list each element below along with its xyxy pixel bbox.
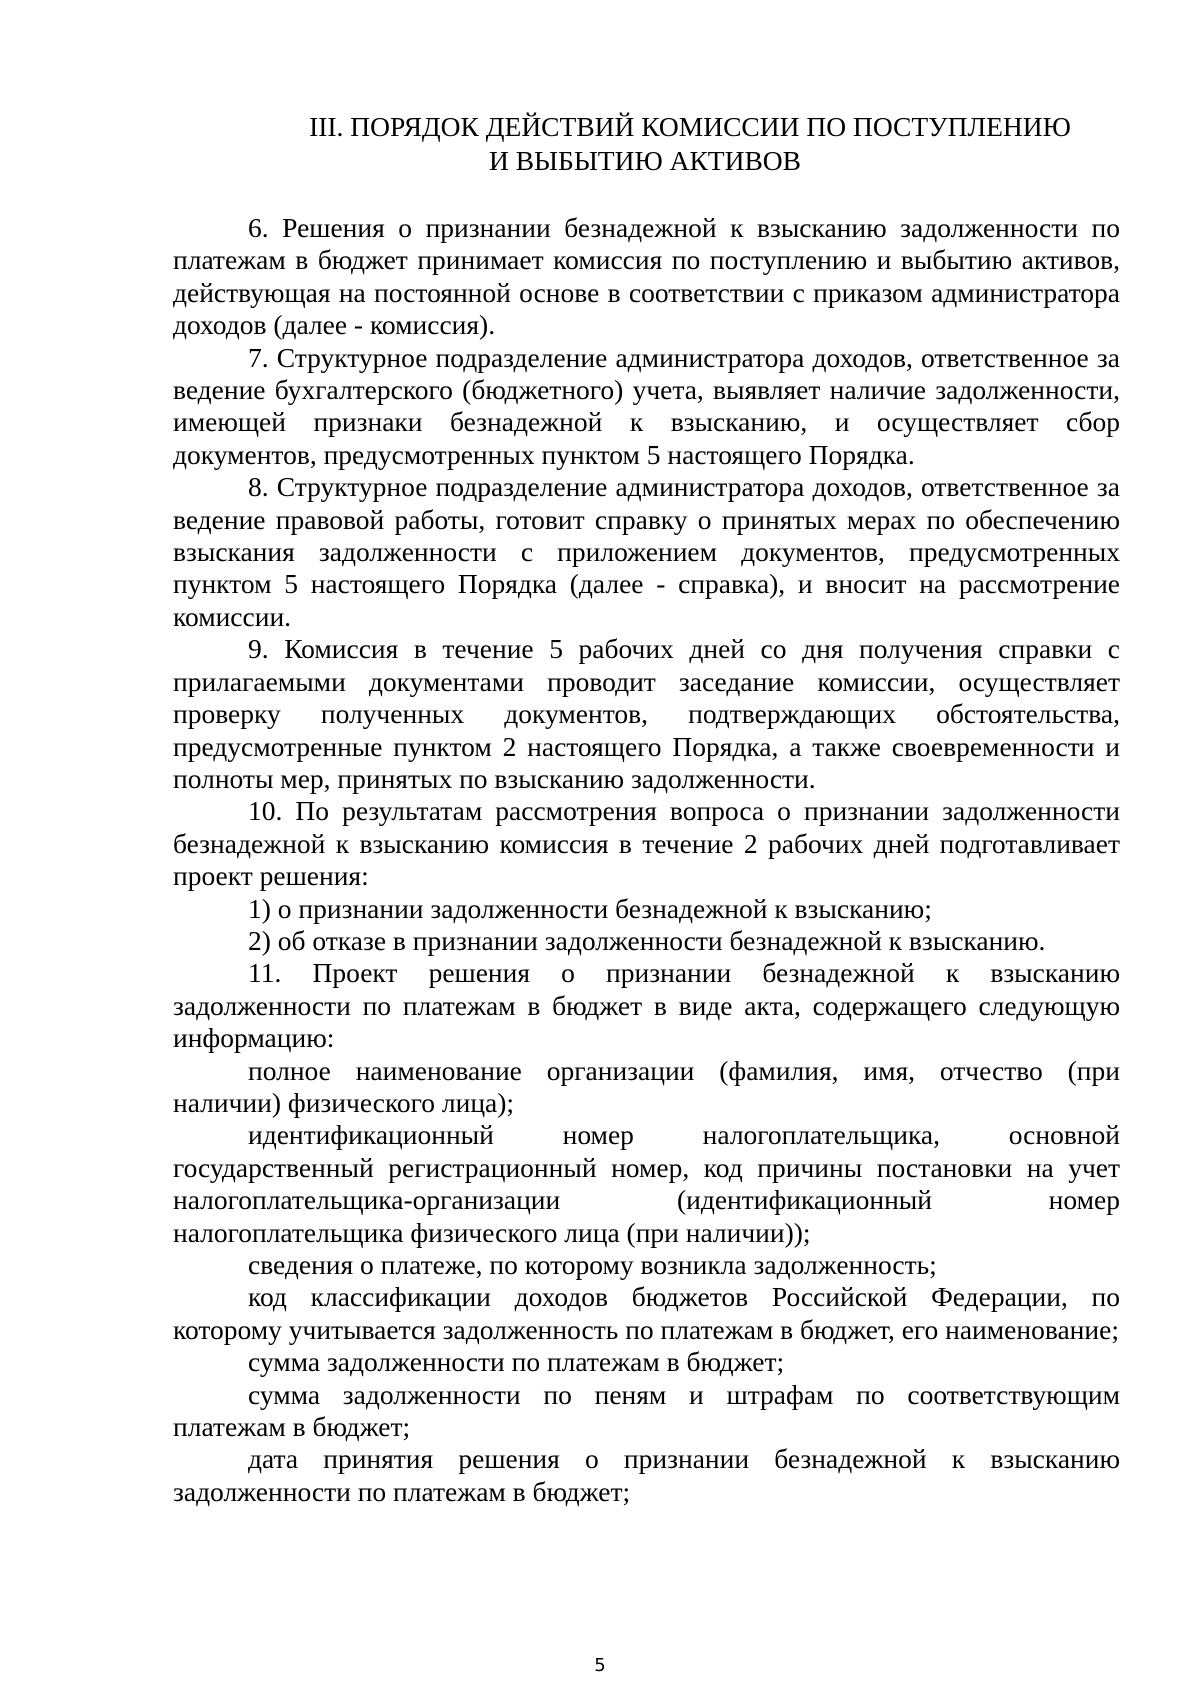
document-body <box>173 212 1120 1508</box>
paragraph-11: 11. Проект решения о признании безнадежной к взысканию задолженности по платежам в бюджет в виде акта, содержащего следующую информацию: <box>173 957 1120 1054</box>
section-heading <box>170 110 1120 178</box>
section-heading-line-1: III. ПОРЯДОК ДЕЙСТВИЙ КОМИССИИ ПО ПОСТУПЛЕНИЮ <box>309 111 1071 142</box>
section-heading-line-2: И ВЫБЫТИЮ АКТИВОВ <box>488 145 802 176</box>
list-item-2: 2) об отказе в признании задолженности безнадежной к взысканию. <box>248 924 1046 956</box>
paragraph-9: 9. Комиссия в течение 5 рабочих дней со дня получения справки с прилагаемыми документами проводит заседание комиссии, осуществляет проверку полученных документов, подтверждающих обстоятельства, предусмотренные пунктом 2 настоящего Порядка, а также своевременности и полноты мер, принятых по взысканию задолженности. <box>173 633 1120 794</box>
act-field-payment-info: сведения о платеже, по которому возникла задолженность; <box>248 1249 937 1280</box>
paragraph-10: 10. По результатам рассмотрения вопроса о признании задолженности безнадежной к взысканию комиссия в течение 2 рабочих дней подготавливает проект решения: <box>173 795 1120 892</box>
paragraph-6: 6. Решения о признании безнадежной к взысканию задолженности по платежам в бюджет принимает комиссия по поступлению и выбытию активов, действующая на постоянной основе в соответствии с приказом администратора доходов (далее - комиссия). <box>173 212 1120 341</box>
act-field-penalties-amount: сумма задолженности по пеням и штрафам по соответствующим платежам в бюджет; <box>173 1378 1120 1443</box>
paragraph-8: 8. Структурное подразделение администратора доходов, ответственное за ведение правовой работы, готовит справку о принятых мерах по обеспечению взыскания задолженности с приложением документов, предусмотренных пунктом 5 настоящего Порядка (далее - справка), и вносит на рассмотрение комиссии. <box>173 471 1120 632</box>
list-item-1: 1) о признании задолженности безнадежной к взысканию; <box>248 892 932 924</box>
act-field-taxpayer-ids: идентификационный номер налогоплательщика, основной государственный регистрационный номер, код причины постановки на учет налогоплательщика-организации (идентификационный номер налогоплательщика физического лица (при наличии)); <box>173 1119 1120 1248</box>
act-field-full-name: полное наименование организации (фамилия, имя, отчество (при наличии) физического лица); <box>173 1054 1120 1118</box>
paragraph-7: 7. Структурное подразделение администратора доходов, ответственное за ведение бухгалтерского (бюджетного) учета, выявляет наличие задолженности, имеющей признаки безнадежной к взысканию, и осуществляет сбор документов, предусмотренных пунктом 5 настоящего Порядка. <box>173 341 1120 470</box>
act-field-classification-code: код классификации доходов бюджетов Российской Федерации, по которому учитывается задолженность по платежам в бюджет, его наименование; <box>173 1281 1120 1345</box>
act-field-debt-amount: сумма задолженности по платежам в бюджет; <box>248 1346 785 1378</box>
act-field-decision-date: дата принятия решения о признании безнадежной к взысканию задолженности по платежам в бюджет; <box>173 1443 1120 1507</box>
page-number: 5 <box>594 1655 606 1676</box>
